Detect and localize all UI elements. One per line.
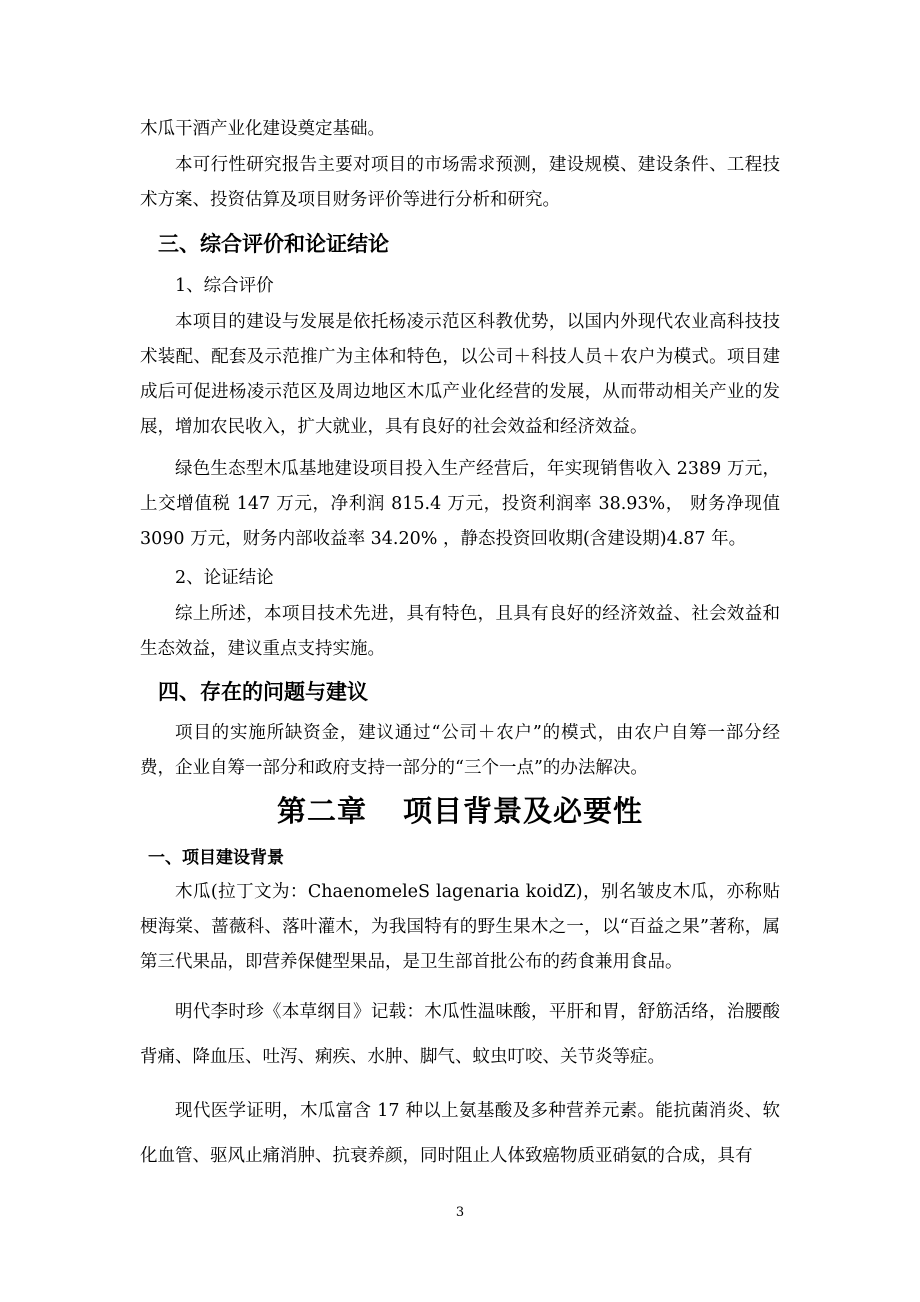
chapter-number: 第二章 xyxy=(276,794,367,828)
chapter-title xyxy=(0,791,920,831)
paragraph-issues: 项目的实施所缺资金，建议通过“公司＋农户”的模式，由农户自筹一部分经费，企业自筹一部分和政府支持一部分的“三个一点”的办法解决。 xyxy=(140,723,780,778)
paragraph-bencao: 明代李时珍《本草纲目》记载：木瓜性温味酸，平肝和胃，舒筋活络，治腰酸背痛、降血压、吐泻、痢疾、水肿、脚气、蚊虫叮咬、关节炎等症。 xyxy=(140,1002,780,1067)
section-heading-evaluation: 三、综合评价和论证结论 xyxy=(158,232,389,256)
section-heading-issues: 四、存在的问题与建议 xyxy=(158,680,368,704)
page-number: 3 xyxy=(455,1205,465,1220)
paragraph-report-scope: 本可行性研究报告主要对项目的市场需求预测，建设规模、建设条件、工程技术方案、投资估算及项目财务评价等进行分析和研究。 xyxy=(140,155,780,210)
paragraph-modern-medicine: 现代医学证明，木瓜富含 17 种以上氨基酸及多种营养元素。能抗菌消炎、软化血管、驱风止痛消肿、抗衰养颜，同时阻止人体致癌物质亚硝氨的合成，具有 xyxy=(140,1101,780,1166)
section-heading-background: 一、项目建设背景 xyxy=(148,848,284,868)
subheading-overall-evaluation: 1、综合评价 xyxy=(175,276,274,296)
subheading-conclusion: 2、论证结论 xyxy=(175,568,274,588)
paragraph-papaya-intro: 木瓜(拉丁文为：ChaenomeleS lagenaria koidZ)，别名皱皮木瓜，亦称贴梗海棠、蔷薇科、落叶灌木，为我国特有的野生果木之一，以“百益之果”著称，属第三代果品，即营养保健型果品，是卫生部首批公布的药食兼用食品。 xyxy=(140,882,780,972)
paragraph-conclusion: 综上所述，本项目技术先进，具有特色，且具有良好的经济效益、社会效益和生态效益，建议重点支持实施。 xyxy=(140,604,780,659)
paragraph-evaluation: 本项目的建设与发展是依托杨凌示范区科教优势，以国内外现代农业高科技技术装配、配套及示范推广为主体和特色，以公司＋科技人员＋农户为模式。项目建成后可促进杨凌示范区及周边地区木瓜产业化经营的发展，从而带动相关产业的发展，增加农民收入，扩大就业，具有良好的社会效益和经济效益。 xyxy=(140,312,780,437)
paragraph-continuation: 木瓜干酒产业化建设奠定基础。 xyxy=(140,119,385,139)
chapter-name: 项目背景及必要性 xyxy=(403,794,644,828)
paragraph-financials: 绿色生态型木瓜基地建设项目投入生产经营后，年实现销售收入 2389 万元，上交增值税 147 万元，净利润 815.4 万元，投资利润率 38.93%， 财务净现值 3090 万元，财务内部收益率 34.20% ，静态投资回收期(含建设期)4.87 年。 xyxy=(140,459,780,549)
